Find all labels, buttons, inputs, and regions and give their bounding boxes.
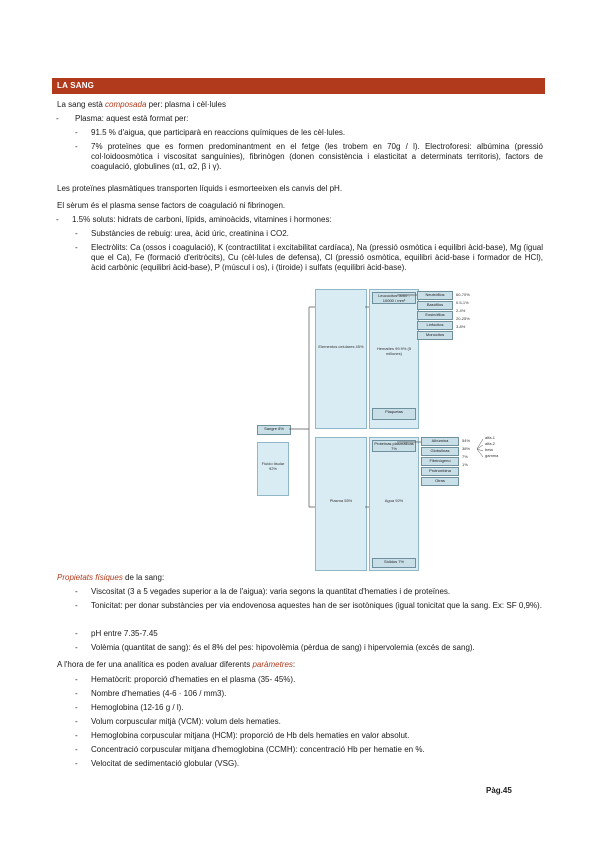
cellular-elements-label: Elementos celulares 45% — [318, 344, 364, 349]
water-label: Agua 92% — [384, 498, 404, 503]
params-pre: A l'hora de fer una analítica es poden avaluar diferents — [57, 660, 253, 669]
props-item-1: Viscositat (3 a 5 vegades superior a la de l'aigua): varia segons la quantitat d'hematies i de proteïnes. — [91, 587, 451, 596]
plasma-note-2: El sèrum és el plasma sense factors de coagulació ni fibrinogen. — [57, 201, 286, 210]
solutes-item-2: Electròlits: Ca (ossos i coagulació), K (contractilitat i excitabilitat cardíaca), Na (pressió osmòtica i equilibri àcid-base), Mg (igual que el Ca), Fe (formació d'eritròcits), Cu (cèl·lules de defensa), Cl (pressió osmòtica, equilibri àcid-base i formador de HCl), àcid carbònic (equilibri àcid-base), P (múscul i os), i (tiroide) i sulfats (equilibri àcid-base). — [91, 243, 543, 272]
blood-composition-diagram — [257, 287, 527, 569]
dash: - — [75, 629, 78, 638]
params-post: : — [292, 660, 296, 669]
page-number: Pàg.45 — [486, 786, 512, 795]
protein-value: 38% — [462, 446, 471, 451]
leucocyte-value: 20-25% — [456, 316, 470, 321]
protein-value: 7% — [462, 454, 468, 459]
protein-value: 54% — [462, 438, 471, 443]
erythrocytes-label: Hematíes 99.9% (5 millones) — [376, 346, 412, 356]
params-item-2: Nombre d'hematies (4-6 · 106 / mm3). — [91, 689, 227, 698]
globulin-item: gamma — [485, 453, 499, 458]
leucocyte-item: Basófilos — [417, 301, 453, 310]
params-item-5: Hemoglobina corpuscular mitjana (HCM): proporció de Hb dels hematies en valor absolut. — [91, 731, 410, 740]
dash: - — [75, 703, 78, 712]
leucocyte-value: 60-70% — [456, 292, 470, 297]
leucocyte-item: Eosinófilos — [417, 311, 453, 320]
dash: - — [75, 731, 78, 740]
section-title-bar — [52, 78, 545, 94]
bullet-solutes: - — [56, 215, 59, 224]
plasma-item-2: 7% proteïnes que es formen predominantment en el fetge (les trobem en 70g / l). Electroforesi: albúmina (pressió col·loidoosmòtica i viscositat sanguínies), fibrinògen (donen consistència i elasticitat a determinats territoris), factors de coagulació, globulines (α1, α2, β i γ). — [91, 142, 543, 171]
bullet-plasma: - — [56, 114, 59, 123]
intro-post: per: plasma i cèl·lules — [146, 100, 226, 109]
props-item-3: pH entre 7.35-7.45 — [91, 629, 158, 638]
solutes-item-1: Substàncies de rebuig: urea, àcid úric, creatinina i CO2. — [91, 229, 289, 238]
leucocyte-item: Linfocitos — [417, 321, 453, 330]
leucocyte-value: 2-4% — [456, 308, 466, 313]
protein-item: Fibrinógeno — [421, 457, 459, 466]
platelets-box: Plaquetas — [372, 408, 416, 420]
globulin-item: beta — [485, 447, 493, 452]
dash: - — [75, 717, 78, 726]
intro-em: composada — [105, 100, 147, 109]
params-item-1: Hematòcrit: proporció d'hematies en el plasma (35- 45%). — [91, 675, 296, 684]
leucocyte-item: Monocitos — [417, 331, 453, 340]
diagram-connectors — [257, 287, 527, 569]
dash: - — [75, 689, 78, 698]
dash: - — [75, 759, 78, 768]
params-item-3: Hemoglobina (12-16 g / l). — [91, 703, 184, 712]
plasma-note-1: Les proteïnes plasmàtiques transporten líquids i esmorteeixen els canvis del pH. — [57, 184, 343, 193]
dash: - — [75, 643, 78, 652]
leucocytes-box: Leucocitos 5000 - 10000 / mm³ — [372, 292, 416, 304]
params-item-7: Velocitat de sedimentació globular (VSG). — [91, 759, 240, 768]
dash: - — [75, 142, 78, 151]
solids-box: Sólidos 7% — [372, 558, 416, 568]
dash: - — [75, 243, 78, 252]
params-heading — [57, 660, 295, 670]
globulin-item: alfa-2 — [485, 441, 496, 446]
props-heading — [57, 573, 164, 583]
dash: - — [75, 745, 78, 754]
plasma-item-1: 91.5 % d'aigua, que participarà en reaccions químiques de les cèl·lules. — [91, 128, 346, 137]
leucocyte-item: Neutrófilos — [417, 291, 453, 300]
protein-value: 1% — [462, 462, 468, 467]
protein-item: Protrombina — [421, 467, 459, 476]
protein-item: Otras — [421, 477, 459, 486]
params-item-6: Concentració corpuscular mitjana d'hemoglobina (CCMH): concentració Hb per hematie en %. — [91, 745, 425, 754]
dash: - — [75, 229, 78, 238]
dash: - — [75, 128, 78, 137]
plasma-proteins-box: Proteínas plasmáticas 7% — [372, 440, 416, 452]
dash: - — [75, 587, 78, 596]
blood-label: Sangre 8% — [257, 425, 291, 435]
params-item-4: Volum corpuscular mitjà (VCM): volum dels hematies. — [91, 717, 281, 726]
dash: - — [75, 675, 78, 684]
props-item-4: Volèmia (quantitat de sang): és el 8% del pes: hipovolèmia (pèrdua de sang) i hipervolemia (excés de sang). — [91, 643, 475, 652]
dash: - — [75, 601, 78, 610]
section-title: LA SANG — [57, 81, 95, 90]
protein-item: Albúmina — [421, 437, 459, 446]
solutes-heading: 1.5% soluts: hidrats de carboni, lípids, aminoàcids, vitamines i hormones: — [72, 215, 332, 224]
plasma-column-label: Plasma 55% — [329, 498, 353, 503]
params-em: paràmetres — [252, 660, 293, 669]
props-post: de la sang: — [122, 573, 165, 582]
tissue-fluid-label: Fluido tisular 92% — [261, 461, 285, 471]
props-item-2: Tonicitat: per donar substàncies per via endovenosa aquestes han de ser isotòniques (igual tonicitat que la sang. Ex: SF 0,9%). — [91, 601, 542, 610]
intro-line — [57, 100, 226, 110]
protein-item: Globulinas — [421, 447, 459, 456]
intro-pre: La sang està — [57, 100, 106, 109]
leucocyte-value: 3-8% — [456, 324, 466, 329]
globulin-item: alfa-1 — [485, 435, 496, 440]
leucocyte-value: 0.5-1% — [456, 300, 469, 305]
props-em: Propietats físiques — [57, 573, 123, 582]
plasma-heading: Plasma: aquest està format per: — [75, 114, 189, 123]
